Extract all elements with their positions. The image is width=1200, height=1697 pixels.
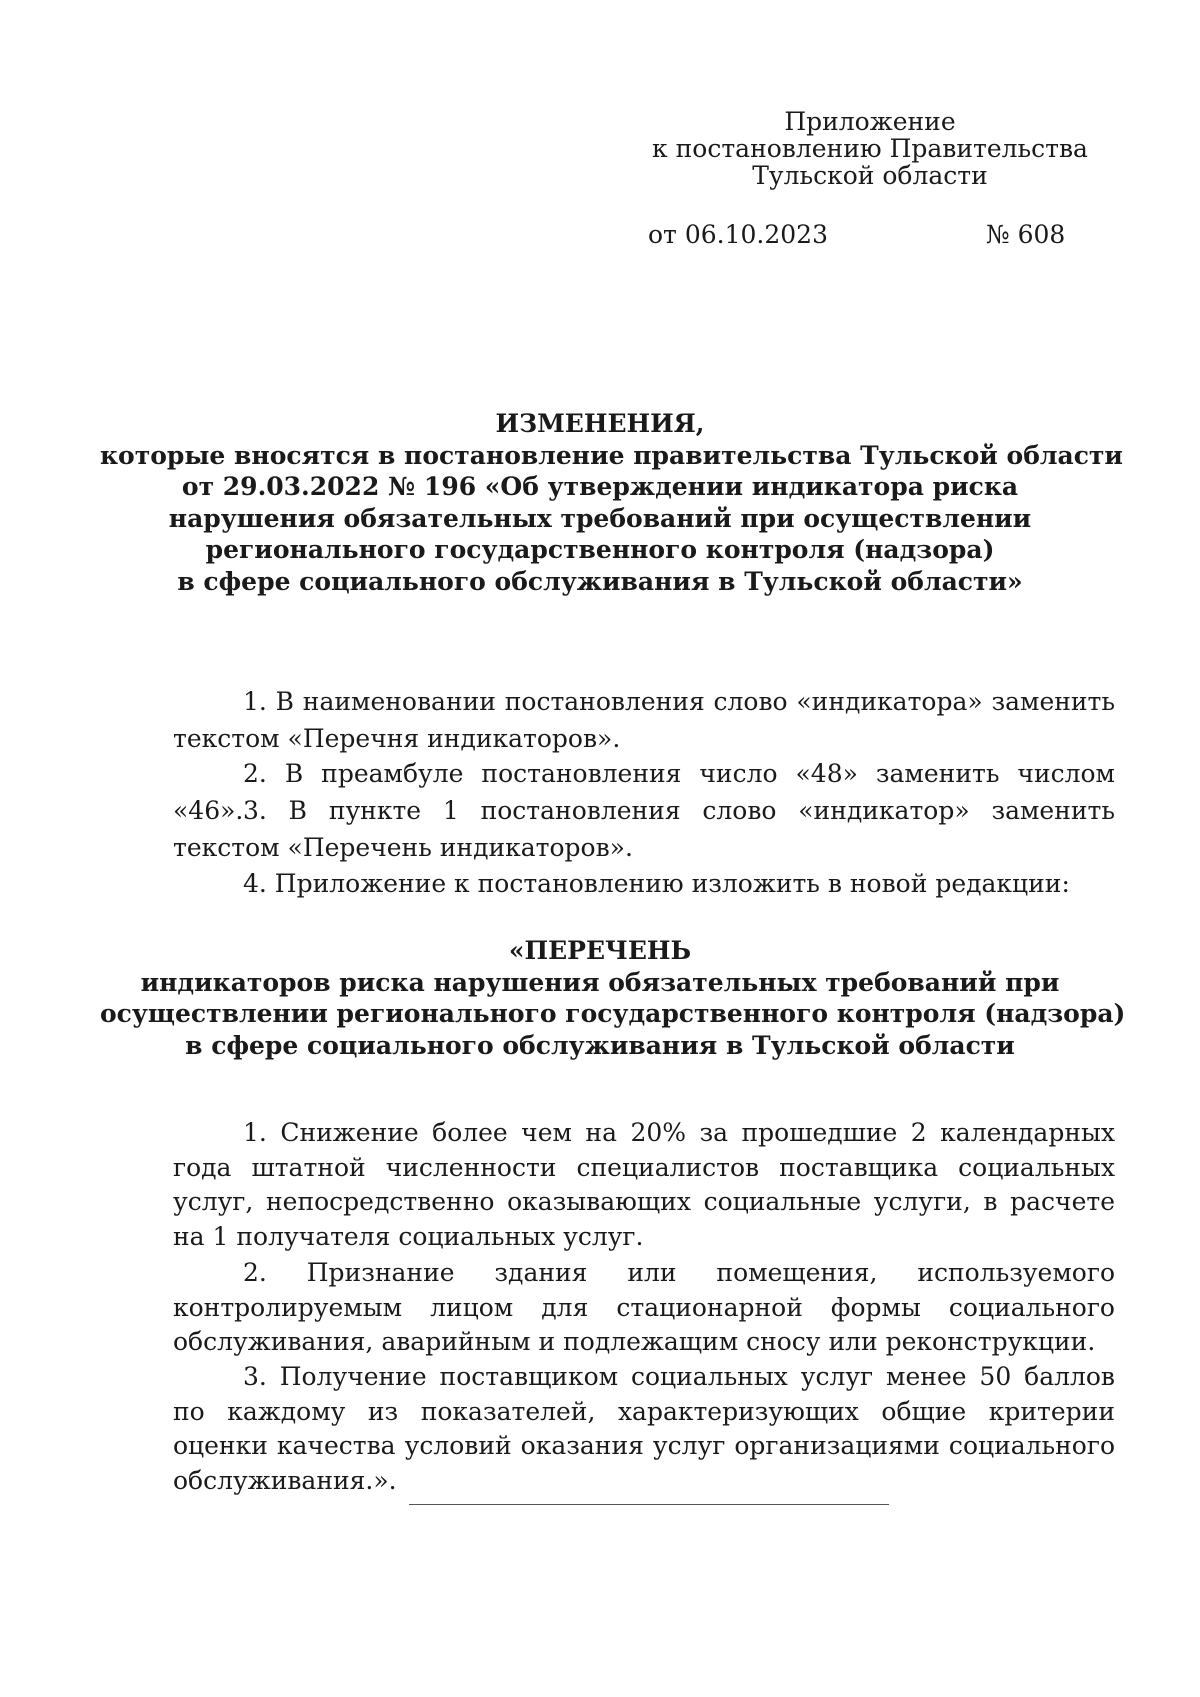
changes-heading-title: ИЗМЕНЕНИЯ,	[495, 409, 705, 438]
changes-heading-line: регионального государственного контроля (надзора)	[205, 535, 995, 564]
change-item-3: 3. В пункте 1 постановления слово «индикатор» заменить текстом «Перечень индикаторов».	[173, 796, 1115, 862]
list-heading-line: осуществлении регионального государственного контроля (надзора)	[100, 999, 1126, 1028]
list-heading-line: в сфере социального обслуживания в Тульской области	[185, 1030, 1015, 1060]
change-item-1: 1. В наименовании постановления слово «индикатора» заменить текстом «Перечня индикаторов».	[173, 687, 1115, 753]
appendix-title: Приложение	[784, 107, 956, 136]
list-heading	[100, 935, 1126, 1061]
changes-heading	[100, 408, 1123, 597]
changes-heading-line: от 29.03.2022 № 196 «Об утверждении индикатора риска	[181, 472, 1019, 501]
change-item-4: 4. Приложение к постановлению изложить в новой редакции:	[243, 869, 1070, 898]
appendix-reference: к постановлению Правительства	[652, 134, 1088, 163]
list-heading-title: «ПЕРЕЧЕНЬ	[508, 936, 692, 965]
indicator-item-1: 1. Снижение более чем на 20% за прошедшие 2 календарных года штатной численности специалистов поставщика социальных услуг, непосредственно оказывающих социальные услуги, в расчете на 1 получателя социальных услуг.	[173, 1118, 1115, 1251]
document-date: от 06.10.2023	[648, 220, 828, 249]
appendix-region: Тульской области	[752, 161, 988, 190]
appendix-block	[640, 108, 1100, 189]
document-number: № 608	[986, 220, 1066, 249]
change-item-2: 2. В преамбуле постановления число «48» заменить числом «46».	[173, 759, 1115, 825]
list-heading-line: индикаторов риска нарушения обязательных требований при	[140, 967, 1060, 997]
bottom-divider	[409, 1504, 889, 1505]
indicator-item-3: 3. Получение поставщиком социальных услуг менее 50 баллов по каждому из показателей, характеризующих общие критерии оценки качества условий оказания услуг организациями социального обслуживания.».	[173, 1362, 1115, 1495]
changes-heading-line: в сфере социального обслуживания в Тульской области»	[177, 566, 1023, 596]
changes-heading-line: которые вносятся в постановление правительства Тульской области	[100, 440, 1123, 470]
changes-heading-line: нарушения обязательных требований при осуществлении	[168, 503, 1032, 533]
indicator-item-2: 2. Признание здания или помещения, используемого контролируемым лицом для стационарной формы социального обслуживания, аварийным и подлежащим сносу или реконструкции.	[173, 1258, 1115, 1356]
